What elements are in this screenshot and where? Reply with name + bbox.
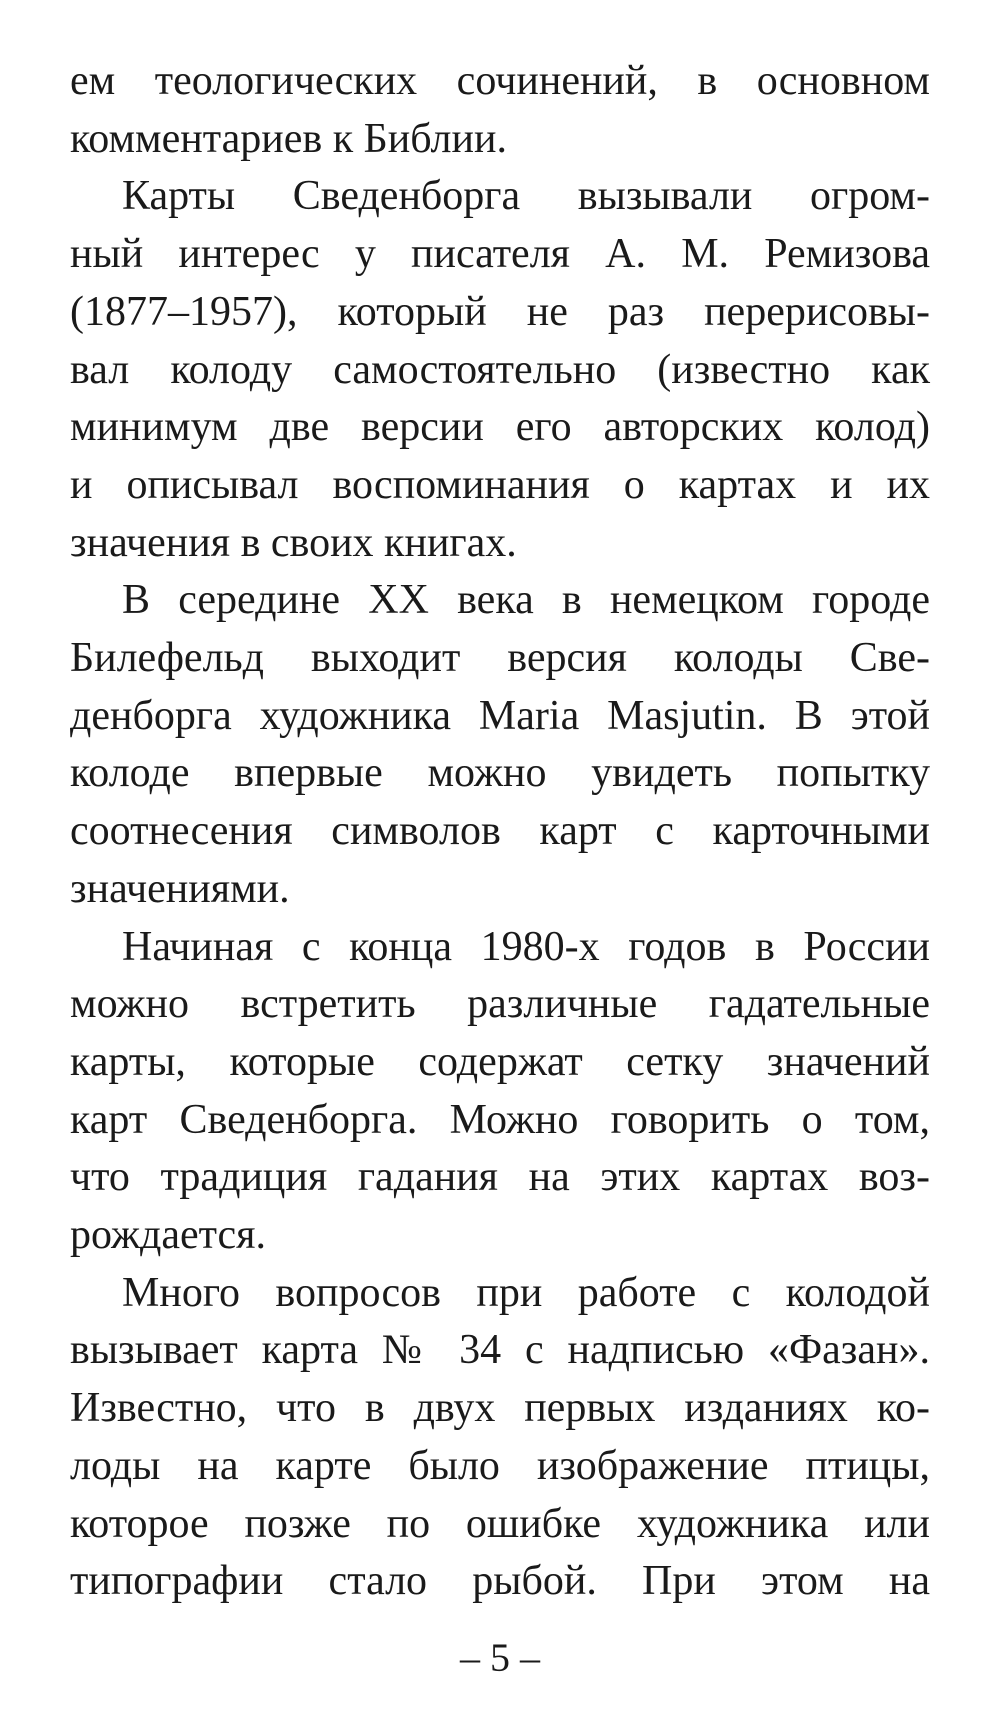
text-line: вал колоду самостоятельно (известно как [70, 347, 930, 393]
text-line: колоде впервые можно увидеть попытку [70, 750, 930, 796]
text-line: карты, которые содержат сетку значений [70, 1039, 930, 1085]
text-line: вызывает карта № 34 с надписью «Фазан». [70, 1327, 930, 1373]
text-line: Много вопросов при работе с колодой [122, 1270, 930, 1316]
text-line: можно встретить различные гадательные [70, 981, 930, 1027]
text-line: В середине XX века в немецком городе [122, 577, 930, 623]
text-line: что традиция гадания на этих картах воз- [70, 1154, 930, 1200]
text-line: которое позже по ошибке художника или [70, 1501, 930, 1547]
text-line: Карты Сведенборга вызывали огром- [122, 173, 930, 219]
text-line: и описывал воспоминания о картах и их [70, 462, 930, 508]
text-line: Начиная с конца 1980-х годов в России [122, 924, 930, 970]
text-line: типографии стало рыбой. При этом на [70, 1558, 930, 1604]
text-line: Билефельд выходит версия колоды Све- [70, 635, 930, 681]
text-line: минимум две версии его авторских колод) [70, 404, 930, 450]
page-number: – 5 – [460, 1635, 540, 1680]
text-line: комментариев к Библии. [70, 116, 507, 162]
text-line: денборга художника Maria Masjutin. В этой [70, 693, 930, 739]
text-line: ем теологических сочинений, в основном [70, 58, 930, 104]
text-line: значениями. [70, 866, 290, 912]
text-line: лоды на карте было изображение птицы, [70, 1443, 930, 1489]
text-line: карт Сведенборга. Можно говорить о том, [70, 1097, 930, 1143]
text-line: Известно, что в двух первых изданиях ко- [70, 1385, 930, 1431]
text-line: значения в своих книгах. [70, 520, 517, 566]
text-line: (1877–1957), который не раз перерисовы- [70, 289, 930, 335]
text-line: соотнесения символов карт с карточными [70, 808, 930, 854]
text-line: ный интерес у писателя А. М. Ремизова [70, 231, 930, 277]
text-line: рождается. [70, 1212, 266, 1258]
